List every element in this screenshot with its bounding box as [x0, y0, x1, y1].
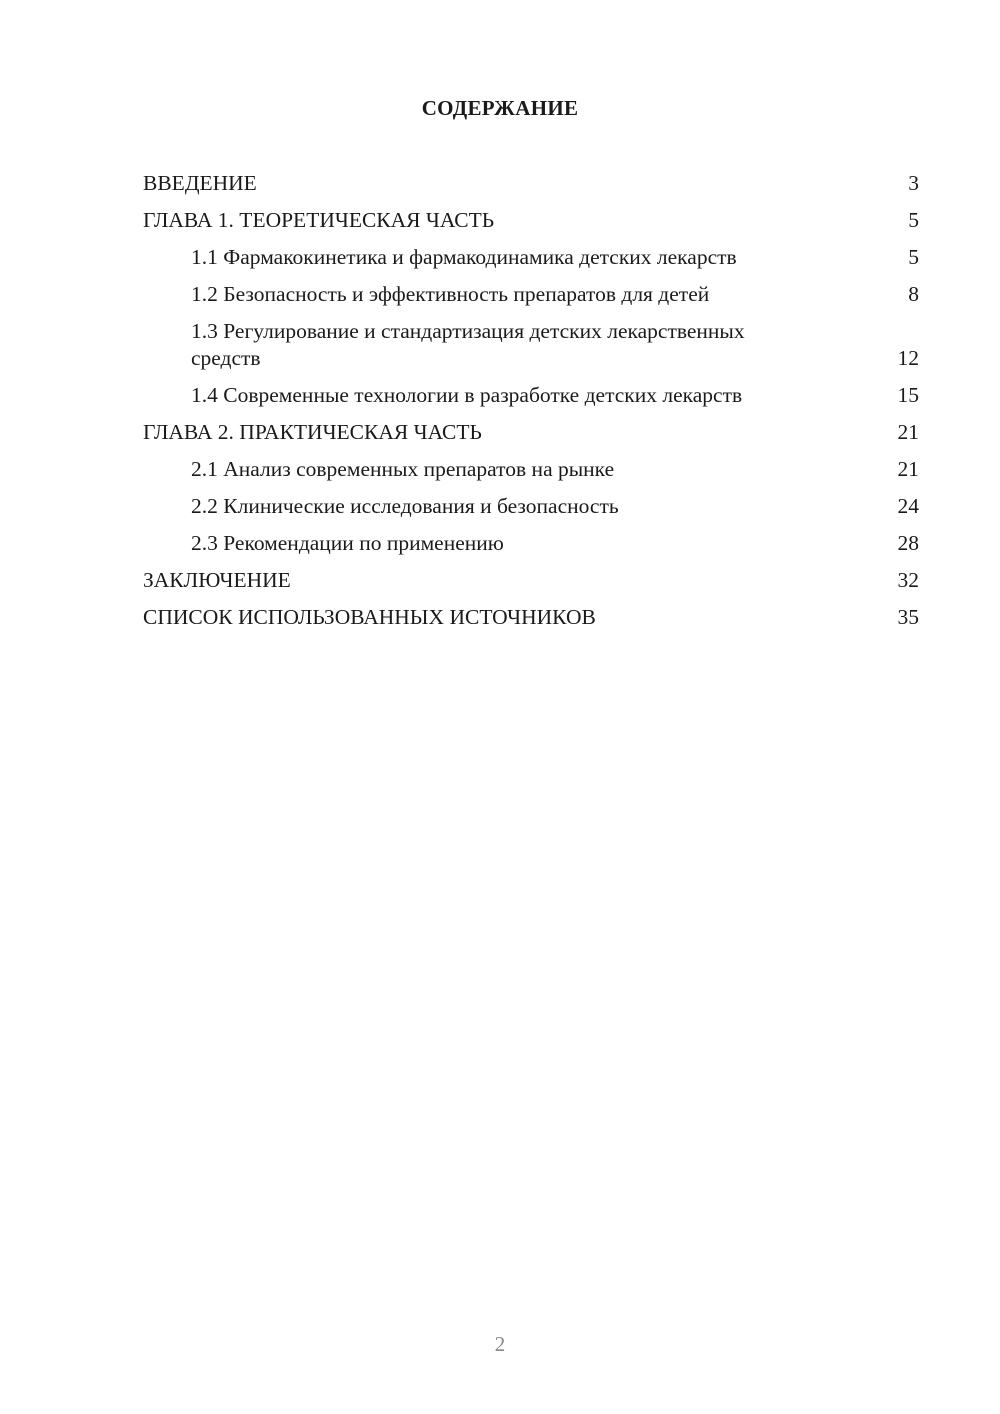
toc-entry-title: 1.4 Современные технологии в разработке детских лекарств: [191, 383, 743, 407]
toc-entry-title: 2.1 Анализ современных препаратов на рынке: [191, 457, 615, 481]
toc-entry-page: 8: [908, 282, 919, 306]
toc-entry-page: 5: [908, 245, 919, 269]
toc-entry-section-2-3[interactable]: [143, 530, 919, 557]
toc-entry-page: 32: [897, 568, 919, 592]
toc-entry-page: 15: [897, 383, 919, 407]
toc-entry-title: ГЛАВА 1. ТЕОРЕТИЧЕСКАЯ ЧАСТЬ: [143, 208, 495, 232]
toc-entry-section-1-4[interactable]: [143, 382, 919, 409]
toc-entry-page: 21: [897, 457, 919, 481]
toc-entry-page: 3: [908, 171, 919, 195]
toc-entry-title: СПИСОК ИСПОЛЬЗОВАННЫХ ИСТОЧНИКОВ: [143, 605, 596, 629]
toc-entry-page: 21: [897, 420, 919, 444]
toc-entry-section-1-2[interactable]: [143, 281, 919, 308]
toc-entry-references[interactable]: [143, 604, 919, 631]
page-title: СОДЕРЖАНИЕ: [421, 96, 579, 120]
toc-entry-title: 2.3 Рекомендации по применению: [191, 531, 504, 555]
toc-entry-title: ВВЕДЕНИЕ: [143, 171, 257, 195]
toc-entry-title: 1.3 Регулирование и стандартизация детских лекарственных средств: [191, 319, 745, 370]
toc-entry-title: ЗАКЛЮЧЕНИЕ: [143, 568, 291, 592]
page-number: 2: [494, 1332, 506, 1356]
toc-entry-section-2-2[interactable]: [143, 493, 919, 520]
toc-entry-section-1-3[interactable]: [143, 318, 919, 372]
toc-entry-title: ГЛАВА 2. ПРАКТИЧЕСКАЯ ЧАСТЬ: [143, 420, 482, 444]
toc-entry-page: 5: [908, 208, 919, 232]
toc-entry-section-2-1[interactable]: [143, 456, 919, 483]
toc-entry-chapter-1[interactable]: [143, 207, 919, 234]
toc-entry-page: 35: [897, 605, 919, 629]
table-of-contents: [143, 170, 919, 631]
toc-entry-conclusion[interactable]: [143, 567, 919, 594]
toc-entry-page: 24: [897, 494, 919, 518]
toc-entry-section-1-1[interactable]: [143, 244, 919, 271]
toc-entry-introduction[interactable]: [143, 170, 919, 197]
toc-entry-title: 1.1 Фармакокинетика и фармакодинамика детских лекарств: [191, 245, 737, 269]
toc-entry-page: 28: [897, 531, 919, 555]
toc-entry-chapter-2[interactable]: [143, 419, 919, 446]
toc-entry-page: 12: [897, 346, 919, 370]
toc-entry-title: 1.2 Безопасность и эффективность препаратов для детей: [191, 282, 710, 306]
toc-entry-title: 2.2 Клинические исследования и безопасность: [191, 494, 619, 518]
